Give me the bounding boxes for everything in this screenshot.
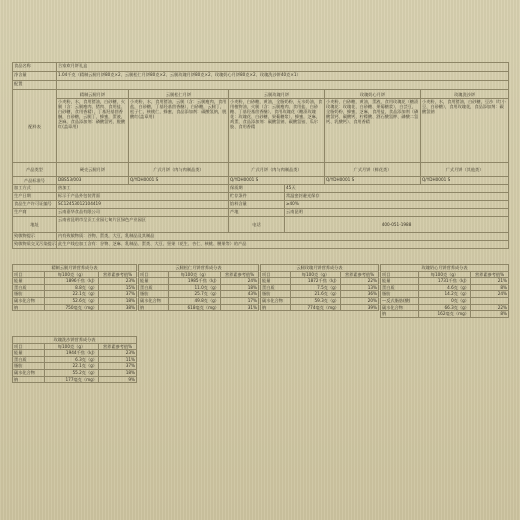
nutrition-header: 每100克（g） [45, 343, 99, 350]
origin-label: 产地 [229, 209, 285, 217]
nutrient-nrv: 22% [471, 304, 509, 311]
nutrition-header: 项目 [13, 343, 45, 350]
nutrient-amount: 7.5克（g） [291, 284, 341, 291]
nutrition-header: 项目 [261, 271, 291, 278]
nutrient-amount: 1985千焦（kJ） [169, 278, 221, 285]
nutrient-amount: 618毫克（mg） [169, 304, 221, 311]
ingredients-1: 小麦粉，水，食用猪油，白砂糖，火腿（含：云腿瘦肉、猪肉、食用盐、白砂糖，食用香精），丁基羟基茴香醚，白砂糖，云腿丁，蜂蜜，蛋液，芝麻，食品添加剂：磷酸氢钙，脱酸红(盖章用) [57, 99, 129, 163]
nutrition-table-4 [380, 264, 509, 318]
type-5: 广式月饼（其他类） [421, 163, 509, 177]
ingredients-3: 小麦粉，白砂糖，黄油，全脂奶粉，无水奶油，食用植物油，火腿（含：云腿瘦肉、食用盐、白砂糖、丁基羟基茴香醚），食用玫瑰花（糖渍玫瑰花：玫瑰花、白砂糖、果葡糖浆），蜂蜜，芝麻，鸡蛋，食品添加剂：碳酸氢钠、碳酸氢铵、瓜尔胶、食用香精 [229, 99, 325, 163]
filling-label: 馅料含量 [229, 201, 285, 209]
nutrient-nrv: 22% [341, 278, 379, 285]
nutrient-nrv: 18% [221, 284, 259, 291]
tel-value: 400-051-1988 [285, 217, 509, 233]
date-value: 标示于产品外包装背面 [57, 193, 229, 201]
name-value: 合家欢月饼礼盒 [57, 63, 509, 72]
type-1: 硬壳云腿月饼 [57, 163, 129, 177]
nutrient-nrv: 23% [99, 278, 137, 285]
nutrient-name: 脂肪 [381, 291, 419, 298]
nutrient-name: 蛋白质 [13, 356, 45, 363]
ingredients-label: 配料表 [13, 90, 57, 163]
storage-value: 常温密封避光保存 [285, 193, 509, 201]
nutrient-amount: 1872千焦（kJ） [291, 278, 341, 285]
nutrient-amount: 49.8克（g） [169, 297, 221, 304]
nutrition-table-1 [12, 264, 137, 311]
nutrition-title: 玫瑰洗沙饼营养成分表 [13, 337, 137, 344]
origin-value: 云南昆明 [285, 209, 509, 217]
nutrient-amount: 11.0克（g） [169, 284, 221, 291]
nutrient-amount: 55.2克（g） [45, 369, 99, 376]
nutrient-amount: 4.6克（g） [419, 284, 471, 291]
nutrient-nrv: 37% [99, 363, 137, 370]
nutrient-name: 蛋白质 [139, 284, 169, 291]
nutrient-name: 能量 [13, 278, 45, 285]
nutrient-amount: 59.3克（g） [291, 297, 341, 304]
nutrition-table-2 [138, 264, 259, 311]
product-name-5: 玫瑰洗沙饼 [421, 90, 509, 99]
nutrient-nrv: 36% [341, 291, 379, 298]
nutrient-amount: 66.3克（g） [419, 304, 471, 311]
nutrient-amount: 750毫克（mg） [45, 304, 99, 311]
nutrient-name: 脂肪 [261, 291, 291, 298]
nutrient-name: 能量 [139, 278, 169, 285]
product-info-sheet [12, 0, 508, 380]
std-4: Q/YDH0001 S [325, 177, 421, 185]
nutrient-name: 钠 [13, 304, 45, 311]
nutrient-amount: 774毫克（mg） [291, 304, 341, 311]
nutrient-name: 钠 [13, 376, 45, 383]
nutrition-title: 精制云腿月饼营养成分表 [13, 265, 137, 272]
maker-value: 云南嘉华食品有限公司 [57, 209, 229, 217]
nutrient-amount: 1731千焦（kJ） [419, 278, 471, 285]
type-3: 广式月饼（肉与肉制品类） [229, 163, 325, 177]
nutrient-name: 钠 [261, 304, 291, 311]
name-label: 食品名称 [13, 63, 57, 72]
product-name-3: 云腿玫瑰月饼 [229, 90, 325, 99]
nutrient-amount: 1944千焦（kJ） [45, 350, 99, 357]
nutrient-amount: 22.1克（g） [45, 291, 99, 298]
nutrient-nrv: 17% [221, 297, 259, 304]
nutrient-name: 碳水化合物 [381, 304, 419, 311]
nutrient-nrv: 8% [471, 284, 509, 291]
maker-label: 生产商 [13, 209, 57, 217]
std-2: Q/YDH0001 S [129, 177, 229, 185]
tel-label: 电话 [229, 217, 285, 233]
nutrient-name: 脂肪 [13, 291, 45, 298]
nutrition-title: 云腿松仁月饼营养成分表 [139, 265, 259, 272]
nutrient-amount: 21.6克（g） [291, 291, 341, 298]
nutrition-title: 云腿玫瑰月饼营养成分表 [261, 265, 379, 272]
nutrient-amount: 25.7克（g） [169, 291, 221, 298]
nutrient-amount: 14.2克（g） [419, 291, 471, 298]
date-label: 生产日期 [13, 193, 57, 201]
nutrient-amount: 1896千焦（kJ） [45, 278, 99, 285]
process-value: 热加工 [57, 185, 229, 193]
nutrient-nrv: 18% [99, 369, 137, 376]
nutrient-nrv: 23% [99, 350, 137, 357]
ingredients-5: 小麦粉，水，食用猪油，白砂糖，豆沙（红小豆，白砂糖），食用玫瑰花，食品添加剂：碳酸氢钠 [421, 99, 509, 163]
nutrition-table-5 [12, 336, 137, 383]
net-label: 净含量 [13, 72, 57, 81]
nutrient-amount: 6.3克（g） [45, 356, 99, 363]
storage-label: 贮存条件 [229, 193, 285, 201]
license-label: 食品生产许可证编号 [13, 201, 57, 209]
type-2: 广式月饼（肉与肉制品类） [129, 163, 229, 177]
nutrient-name: 碳水化合物 [139, 297, 169, 304]
nutrient-name: 能量 [381, 278, 419, 285]
process-label: 加工方式 [13, 185, 57, 193]
nutrient-name: 蛋白质 [381, 284, 419, 291]
nutrient-nrv: 37% [99, 291, 137, 298]
nutrient-name: —反式脂肪(酸) [381, 297, 419, 304]
nutrition-header: 每100克（g） [291, 271, 341, 278]
license-value: SC12453012104419 [57, 201, 229, 209]
nutrition-header: 每100克（g） [169, 271, 221, 278]
nutrient-amount: 162毫克（mg） [419, 311, 471, 318]
filling-value: ≥40% [285, 201, 509, 209]
nutrient-nrv: 31% [221, 304, 259, 311]
nutrient-name: 脂肪 [13, 363, 45, 370]
type-4: 广式月饼（鲜花类） [325, 163, 421, 177]
nutrient-nrv: 24% [221, 278, 259, 285]
config-label: 配置 [13, 81, 57, 90]
nutrition-header: 每100克（g） [419, 271, 471, 278]
nutrient-name: 能量 [261, 278, 291, 285]
shelf-value: 45天 [285, 185, 509, 193]
nutrient-nrv: 13% [341, 284, 379, 291]
cross-label: 致敏物质交叉污染提示 [13, 241, 57, 249]
nutrient-nrv: 39% [341, 304, 379, 311]
nutrient-amount: 52.6克（g） [45, 297, 99, 304]
nutrition-header: 营养素参考值% [341, 271, 379, 278]
allergen-value: 内有致敏物质：谷物，蛋类，大豆，乳制品及其制品 [57, 233, 509, 241]
nutrient-nrv: 38% [99, 304, 137, 311]
addr-label: 地址 [13, 217, 57, 233]
nutrition-header: 项目 [139, 271, 169, 278]
nutrient-name: 能量 [13, 350, 45, 357]
nutrition-title: 玫瑰奶心月饼营养成分表 [381, 265, 509, 272]
nutrient-amount: 0克（g） [419, 297, 471, 304]
product-name-1: 精制云腿月饼 [57, 90, 129, 99]
std-label: 产品标准号 [13, 177, 57, 185]
std-1: DBS53/003 [57, 177, 129, 185]
nutrient-amount: 8.8克（g） [45, 284, 99, 291]
nutrition-header: 项目 [381, 271, 419, 278]
product-name-2: 云腿松仁月饼 [129, 90, 229, 99]
nutrient-nrv [471, 297, 509, 304]
nutrition-header: 营养素参考值% [99, 343, 137, 350]
nutrient-nrv: 43% [221, 291, 259, 298]
cross-value: 此生产线也加工含有：谷物、芝麻、乳制品、蛋类、大豆、坚果（花生、杏仁、核桃、腰果等）的产品 [57, 241, 509, 249]
nutrition-header: 项目 [13, 271, 45, 278]
nutrient-nrv: 18% [99, 297, 137, 304]
nutrient-name: 碳水化合物 [261, 297, 291, 304]
nutrient-name: 脂肪 [139, 291, 169, 298]
nutrient-name: 蛋白质 [13, 284, 45, 291]
nutrient-nrv: 21% [471, 278, 509, 285]
ingredients-2: 小麦粉，水，食用猪油，云腿（含：云腿瘦肉，食用盐，白砂糖，丁基羟基茴香醚），白砂糖，云腿丁，松子仁，核桃仁，蜂蜜，食品添加剂：碳酸氢钠，脱酸红(盖章用) [129, 99, 229, 163]
nutrient-amount: 22.1克（g） [45, 363, 99, 370]
nutrient-name: 碳水化合物 [13, 297, 45, 304]
nutrition-header: 营养素参考值% [221, 271, 259, 278]
allergen-label: 致敏物提示 [13, 233, 57, 241]
nutrient-name: 碳水化合物 [13, 369, 45, 376]
nutrient-nrv: 9% [99, 376, 137, 383]
product-info-table [12, 62, 509, 249]
std-3: Q/YDH0001 S [229, 177, 325, 185]
nutrient-nrv: 20% [341, 297, 379, 304]
shelf-label: 保质期 [229, 185, 285, 193]
ingredients-4: 小麦粉，白砂糖，黄油，蛋液，食用玫瑰花（糖渍玫瑰花：玫瑰花、白砂糖、果葡糖浆），白芸豆，全脂奶粉，蜂蜜，芝麻，食用盐，食品添加剂（磷酸氢钙、碳酸钙、柠檬酸、酒石酸氢钾、磷酸二氢钙、乳酸钙）、食用香精 [325, 99, 421, 163]
nutrient-nrv: 8% [471, 311, 509, 318]
nutrient-amount: 177毫克（mg） [45, 376, 99, 383]
addr-value: 云南省昆明市呈贡工业园七甸片区绿色产业园区 [57, 217, 229, 233]
nutrient-name: 钠 [381, 311, 419, 318]
config-value [57, 81, 509, 90]
nutrient-name: 钠 [139, 304, 169, 311]
nutrition-header: 营养素参考值% [471, 271, 509, 278]
nutrient-nrv: 11% [99, 356, 137, 363]
type-label: 产品类型 [13, 163, 57, 177]
nutrition-table-3 [260, 264, 379, 311]
std-5: Q/YDH0001 S [421, 177, 509, 185]
nutrition-header: 每100克（g） [45, 271, 99, 278]
nutrition-header: 营养素参考值% [99, 271, 137, 278]
nutrient-nrv: 15% [99, 284, 137, 291]
nutrient-name: 蛋白质 [261, 284, 291, 291]
nutrient-nrv: 24% [471, 291, 509, 298]
net-value: 1.04千克（精制云腿月饼80克×2、云腿松仁月饼80克×2、云腿玫瑰月饼80克×2、玫瑰奶心月饼80克×2、玫瑰洗沙饼40克×1） [57, 72, 509, 81]
product-name-4: 玫瑰奶心月饼 [325, 90, 421, 99]
